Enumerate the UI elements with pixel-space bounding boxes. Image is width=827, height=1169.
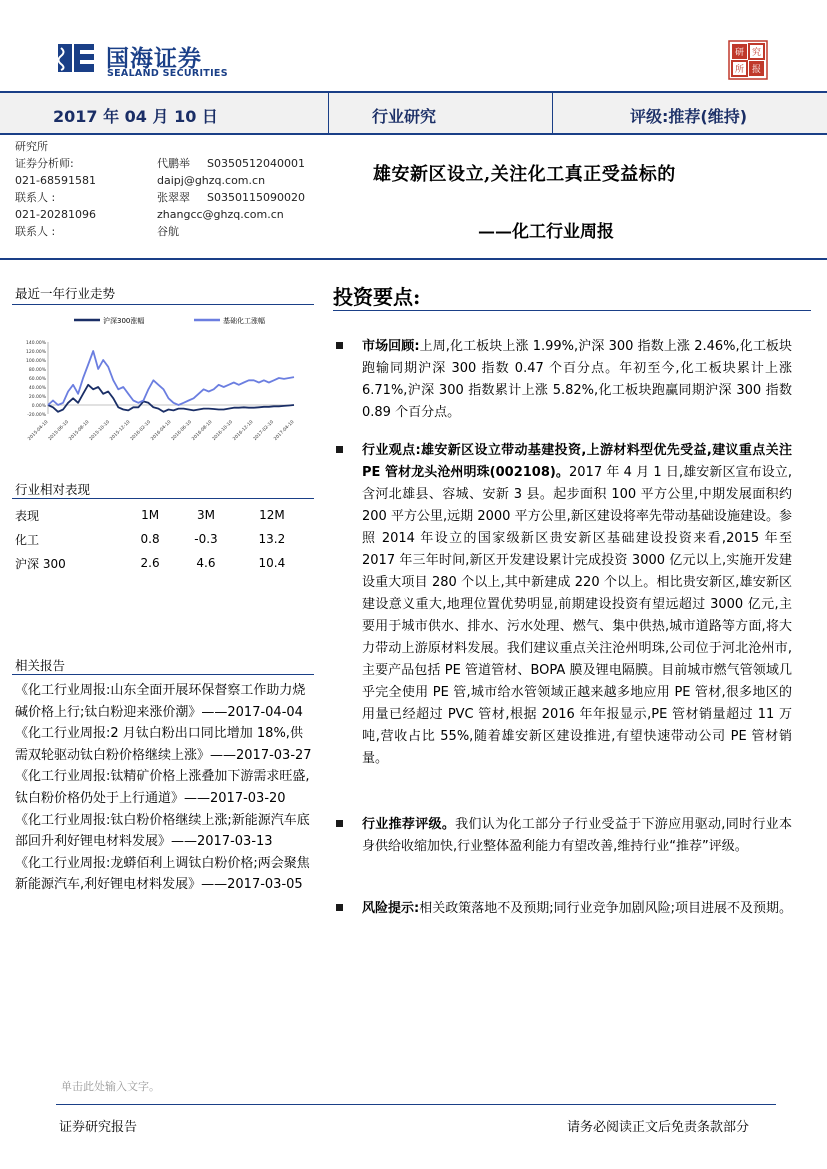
divider	[12, 304, 314, 305]
sealand-logo-icon	[56, 40, 96, 76]
table-cell: 12M	[259, 508, 285, 522]
trend-chart	[12, 310, 314, 460]
point-label: 行业推荐评级。	[362, 817, 456, 832]
point-text: 2017 年 4 月 1 日,雄安新区宣布设立,含河北雄县、容城、安新 3 县。起步面积 100 平方公里,中期发展面积约 200 平方公里,远期 2000 平方公里,新区建设将率先带动基础设施建设。参照 2014 年设立的国家级新区贵安新区基础建设投资来看,2015 年至 2017 年三年时间,新区开发建设累计完成投资 3000 亿元以上,实施开发建设重大项目 280 个以上,其中新建成 220 个以上。相比贵安新区,雄安新区建设意义重大,地理位置优势明显,前期建设投资有望远超过 3000 亿元,主要用于城市供水、排水、污水处理、燃气、集中供热,城市道路等方面,将大力带动上游原材料发展。我们建议重点关注沧州明珠,公司位于河北沧州市,主要产品包括 PE 管道管材、BOPA 膜及锂电隔膜。目前城市燃气管领域几乎完全使用 PE 管,城市给水管领域正越来越多地应用 PE 管材,很多地区的用量已经超过 PVC 管材,根据 2016 年年报显示,PE 管材销量超过 11 万吨,营收占比 55%,随着雄安新区建设推进,有望快速带动公司 PE 管材销量。	[362, 465, 792, 766]
x-tick-label: 2015-06-10	[47, 419, 70, 442]
related-reports	[15, 680, 313, 896]
contact-email[interactable]: daipj@ghzq.com.cn	[157, 174, 266, 187]
trend-title: 最近一年行业走势	[15, 286, 116, 301]
x-tick-label: 2015-12-10	[109, 419, 132, 442]
invest-point-risk	[336, 898, 792, 920]
divider	[56, 1104, 776, 1105]
y-tick-label: 120.00%	[25, 350, 46, 355]
report-date: 2017 年 04 月 10 日	[53, 107, 218, 126]
contact-phone: 021-68591581	[15, 174, 96, 187]
contact-label: 联系人 :	[15, 191, 56, 204]
legend-label: 沪深300涨幅	[103, 317, 145, 325]
x-tick-label: 2016-04-10	[150, 419, 173, 442]
y-tick-label: 0.00%	[31, 404, 46, 409]
invest-heading: 投资要点:	[333, 285, 421, 309]
footer-left: 证券研究报告	[59, 1120, 138, 1135]
report-subtitle: ——化工行业周报	[478, 222, 614, 242]
divider	[12, 498, 314, 499]
x-tick-label: 2016-02-10	[129, 419, 152, 442]
contact-phone: 021-20281096	[15, 208, 96, 221]
contact-code: S0350512040001	[207, 157, 305, 170]
table-row	[15, 503, 307, 527]
invest-point-rating	[336, 814, 792, 858]
text-placeholder[interactable]: 单击此处输入文字。	[61, 1080, 160, 1093]
table-cell: 化工	[15, 532, 40, 547]
report-category: 行业研究	[372, 107, 437, 126]
research-seal-icon	[728, 40, 768, 80]
bullet-square-icon	[336, 342, 343, 349]
x-tick-label: 2017-04-10	[273, 419, 296, 442]
report-link[interactable]: 《化工行业周报:山东全面开展环保督察工作助力烧碱价格上行;钛白粉迎来涨价潮》——2017-04-04	[15, 683, 306, 720]
y-tick-label: 80.00%	[28, 368, 46, 373]
point-label: 风险提示:	[362, 901, 420, 916]
seal-char: 报	[751, 65, 762, 75]
contact-name: 谷航	[157, 225, 179, 238]
contact-code: S0350115090020	[207, 191, 305, 204]
point-text: 上周,化工板块上涨 1.99%,沪深 300 指数上涨 2.46%,化工板块跑输同期沪深 300 指数 0.47 个百分点。年初至今,化工板块累计上涨 6.71%,沪深 300 指数累计上涨 5.82%,化工板块跑赢同期沪深 300 指数 0.89 个百分点。	[362, 339, 792, 420]
invest-point-view	[336, 440, 792, 770]
x-tick-label: 2015-08-10	[68, 419, 91, 442]
x-tick-label: 2016-08-10	[191, 419, 214, 442]
org-label: 研究所	[15, 140, 48, 153]
table-cell: 2.6	[140, 556, 160, 570]
band-separator	[552, 93, 553, 133]
series-line	[48, 385, 294, 412]
report-link[interactable]: 《化工行业周报:龙蟒佰利上调钛白粉价格;两会聚焦新能源汽车,利好锂电材料发展》——2017-03-05	[15, 855, 310, 893]
x-tick-label: 2016-12-10	[232, 419, 255, 442]
point-label: 市场回顾:	[362, 339, 420, 354]
x-tick-label: 2017-02-10	[252, 419, 275, 442]
y-tick-label: 60.00%	[28, 377, 46, 382]
table-cell: 4.6	[196, 556, 216, 570]
point-label: 行业观点:	[362, 443, 421, 458]
table-cell: 13.2	[258, 532, 286, 546]
divider	[0, 258, 827, 260]
contact-name: 张翠翠	[157, 191, 190, 204]
invest-point-market	[336, 336, 792, 424]
bullet-square-icon	[336, 904, 343, 911]
table-cell: 表现	[15, 508, 40, 523]
legend-label: 基础化工涨幅	[223, 317, 265, 325]
footer-right: 请务必阅读正文后免责条款部分	[567, 1120, 750, 1135]
series-line	[48, 351, 294, 405]
x-tick-label: 2015-10-10	[88, 419, 111, 442]
table-cell: 沪深 300	[15, 556, 66, 571]
table-cell: 0.8	[140, 532, 160, 546]
table-row	[15, 551, 307, 575]
bullet-square-icon	[336, 820, 343, 827]
x-tick-label: 2016-10-10	[211, 419, 234, 442]
contact-label: 证券分析师:	[15, 157, 74, 170]
table-cell: -0.3	[194, 532, 218, 546]
reports-title: 相关报告	[15, 658, 66, 673]
report-title: 雄安新区设立,关注化工真正受益标的	[373, 164, 676, 185]
divider	[12, 674, 314, 675]
y-tick-label: 140.00%	[25, 341, 46, 346]
point-text: 相关政策落地不及预期;同行业竞争加剧风险;项目进展不及预期。	[419, 901, 792, 916]
y-tick-label: 20.00%	[28, 395, 46, 400]
y-tick-label: -20.00%	[27, 413, 46, 418]
seal-char: 究	[751, 48, 762, 58]
table-cell: 3M	[196, 508, 215, 522]
report-link[interactable]: 《化工行业周报:钛精矿价格上涨叠加下游需求旺盛,钛白粉价格仍处于上行通道》——2017-03-20	[15, 769, 310, 806]
table-row	[15, 527, 307, 551]
point-highlight: 雄安新区设立带动基建投资,上游材料型优先受益,建议重点关注 PE 管材龙头沧州明珠(002108)。	[362, 443, 792, 480]
perf-table	[15, 503, 307, 575]
band-separator	[328, 93, 329, 133]
report-rating: 评级:推荐(维持)	[630, 107, 748, 126]
seal-char: 所	[734, 65, 745, 75]
seal-char: 研	[734, 48, 745, 58]
brand-name-cn: 国海证券	[106, 46, 202, 72]
report-link[interactable]: 《化工行业周报:2 月钛白粉出口同比增加 18%,供需双轮驱动钛白粉价格继续上涨》——2017-03-27	[15, 726, 312, 763]
y-tick-label: 40.00%	[28, 386, 46, 391]
contact-name: 代鹏举	[157, 157, 190, 170]
divider	[333, 310, 811, 311]
perf-title: 行业相对表现	[15, 482, 91, 497]
table-cell: 10.4	[258, 556, 286, 570]
x-tick-label: 2015-04-10	[27, 419, 50, 442]
y-tick-label: 100.00%	[25, 359, 46, 364]
report-link[interactable]: 《化工行业周报:钛白粉价格继续上涨;新能源汽车底部回升利好锂电材料发展》——2017-03-13	[15, 812, 310, 850]
table-cell: 1M	[141, 508, 160, 522]
point-text: 我们认为化工部分子行业受益于下游应用驱动,同时行业本身供给收缩加快,行业整体盈利能力有望改善,维持行业“推荐”评级。	[362, 817, 792, 854]
contact-label: 联系人 :	[15, 225, 56, 238]
contact-email[interactable]: zhangcc@ghzq.com.cn	[157, 208, 284, 221]
x-tick-label: 2016-06-10	[170, 419, 193, 442]
brand-name-en: SEALAND SECURITIES	[107, 68, 228, 79]
bullet-square-icon	[336, 446, 343, 453]
